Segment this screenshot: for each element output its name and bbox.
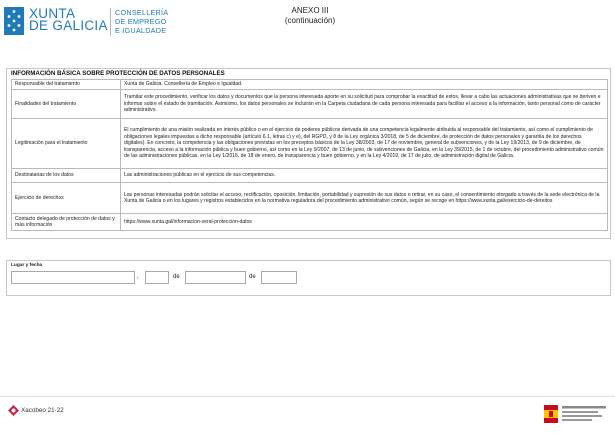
table-row	[12, 169, 608, 183]
table-row	[12, 90, 608, 119]
de-separator: de	[249, 274, 256, 280]
table-row	[12, 183, 608, 214]
xacobeo-text: Xacobeo 21·22	[21, 407, 64, 414]
row-label: Finalidades del tratamiento	[12, 90, 121, 119]
data-protection-table	[11, 79, 608, 231]
annex-continuation: (continuación)	[284, 16, 336, 25]
day-field[interactable]	[145, 271, 169, 284]
spanish-government-logo	[542, 403, 612, 427]
place-date-label: Lugar y fecha	[11, 263, 43, 268]
row-label: Legitimación para el tratamiento	[12, 119, 121, 169]
row-label: Responsable del tratamiento	[12, 80, 121, 90]
place-date-section	[6, 260, 611, 296]
row-value: https://www.xunta.gal/informacion-xeral-proteccion-datos	[121, 214, 608, 231]
page-header	[0, 0, 615, 44]
annex-title	[250, 6, 370, 26]
row-value: Xunta de Galicia. Consellería de Empleo e Igualdad.	[121, 80, 608, 90]
place-field[interactable]	[11, 271, 135, 284]
month-field[interactable]	[185, 271, 246, 284]
row-value: Las personas interesadas podrán solicitar el acceso, rectificación, oposición, limitación, portabilidad y supresión de sus datos o retirar, en su caso, el consentimiento otorgado a través de la sede electrónica de la Xunta de Galicia o en los lugares y registros establecidos en la normativa reguladora del procedimiento administrativo común, según se recoge en https://www.xunta.gal/exercicio-de-dereitos	[121, 183, 608, 214]
de-separator: de	[173, 274, 180, 280]
row-value: Las administraciones públicas en el ejercicio de sus competencias.	[121, 169, 608, 183]
logo-divider	[110, 8, 111, 36]
row-label: Contacto delegado de protección de datos y más información	[12, 214, 121, 231]
consellaria-name: CONSELLERÍA DE EMPREGO E IGUALDADE	[115, 8, 169, 35]
coat-of-arms-icon	[542, 403, 612, 427]
annex-label: ANEXO III	[291, 6, 329, 15]
row-label: Destinatarias de los datos	[12, 169, 121, 183]
row-value: El cumplimiento de una misión realizada en interés público o en el ejercicio de poderes públicos derivada de una competencia legalmente atribuida al responsable del tratamiento, así como el cumplimiento de obligaciones legales impuestas a dicho responsable (artículo 6.1, letras c) y e), del RGPD, y 8 de la Ley orgánica 3/2018, de 5 de diciembre, de protección de datos personales y garantía de los derechos digitales). En concreto, la competencia y las obligaciones previstas en los preceptos básicos de la Ley 38/2003, de 17 de noviembre, general de subvenciones, y de la Ley 19/2013, de 9 de diciembre, de transparencia, acceso a la información pública y buen gobierno, así como en la Ley 9/2007, de 13 de junio, de subvenciones de Galicia, en la Ley 39/2015, de 1 de octubre, del procedimiento administrativo común de las administraciones públicas, en la Ley 1/2016, de 18 de enero, de transparencia y buen gobierno, y en la Ley 4/2019, de 17 de julio, de administración digital de Galicia.	[121, 119, 608, 169]
table-row	[12, 119, 608, 169]
comma-separator: ,	[137, 274, 139, 280]
xunta-logo	[4, 6, 108, 38]
table-row	[12, 214, 608, 231]
table-row	[12, 80, 608, 90]
xacobeo-icon	[8, 405, 19, 416]
xunta-shield-icon	[4, 7, 24, 35]
footer-divider	[0, 396, 615, 397]
xunta-name: XUNTA DE GALICIA	[29, 6, 108, 33]
row-value: Tramitar este procedimiento, verificar los datos y documentos que la persona interesada aporte en su solicitud para comprobar la exactitud de estos, llevar a cabo las actuaciones administrativas que se deriven e informar sobre el estado de tramitación. Asimismo, los datos personales se incluirán en la Carpeta ciudadana de cada persona interesada para facilitar el acceso a la información, tanto personal como de carácter administrativo.	[121, 90, 608, 119]
row-label: Ejercicio de derechos	[12, 183, 121, 214]
data-protection-title: INFORMACIÓN BÁSICA SOBRE PROTECCIÓN DE DATOS PERSONALES	[11, 70, 225, 77]
year-field[interactable]	[261, 271, 297, 284]
data-protection-section	[6, 68, 611, 239]
